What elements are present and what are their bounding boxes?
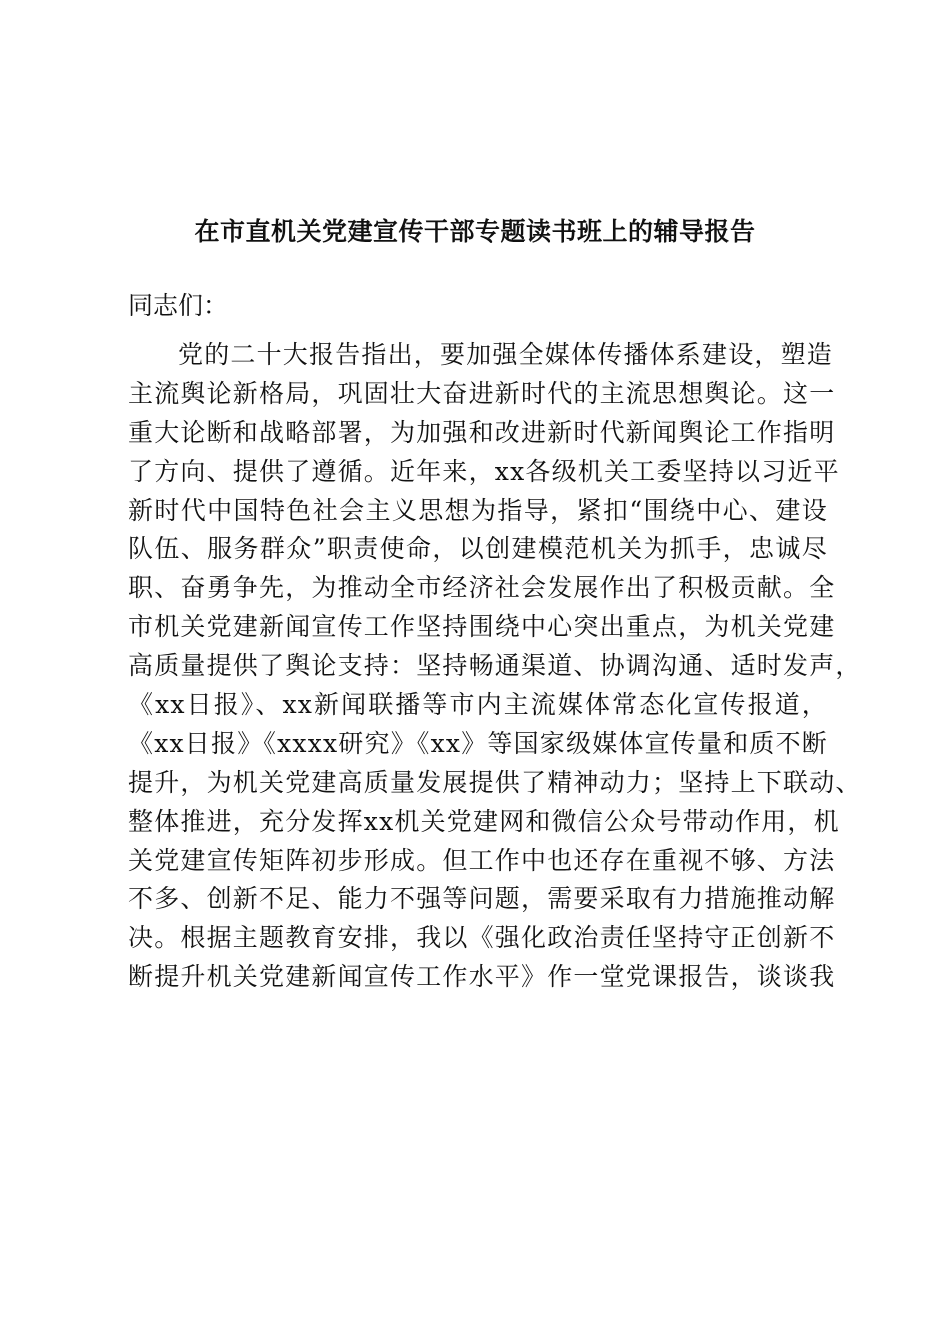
body-line: 重大论断和战略部署，为加强和改进新时代新闻舆论工作指明 bbox=[128, 417, 836, 447]
body-line: 整体推进，充分发挥xx机关党建网和微信公众号带动作用，机 bbox=[128, 806, 840, 836]
body-line: 主流舆论新格局，巩固壮大奋进新时代的主流思想舆论。这一 bbox=[128, 378, 836, 408]
salutation: 同志们： bbox=[128, 291, 229, 320]
body-line: 队伍、服务群众”职责使命，以创建模范机关为抓手，忠诚尽 bbox=[128, 534, 828, 564]
body-line: 了方向、提供了遵循。近年来，xx各级机关工委坚持以习近平 bbox=[128, 456, 840, 486]
body-line: 决。根据主题教育安排，我以《强化政治责任坚持守正创新不 bbox=[128, 923, 836, 953]
document-title: 在市直机关党建宣传干部专题读书班上的辅导报告 bbox=[194, 217, 756, 246]
body-line: 不多、创新不足、能力不强等问题，需要采取有力措施推动解 bbox=[128, 884, 836, 914]
body-line: 党的二十大报告指出，要加强全媒体传播体系建设，塑造 bbox=[178, 340, 834, 369]
body-paragraph bbox=[128, 336, 862, 997]
body-line: 断提升机关党建新闻宣传工作水平》作一堂党课报告，谈谈我 bbox=[128, 962, 836, 992]
body-line: 关党建宣传矩阵初步形成。但工作中也还存在重视不够、方法 bbox=[128, 845, 836, 875]
body-line: 职、奋勇争先，为推动全市经济社会发展作出了积极贡献。全 bbox=[128, 573, 836, 603]
body-line: 高质量提供了舆论支持：坚持畅通渠道、协调沟通、适时发声， bbox=[128, 651, 862, 681]
body-line: 新时代中国特色社会主义思想为指导，紧扣“围绕中心、建设 bbox=[128, 495, 828, 525]
body-line: 提升，为机关党建高质量发展提供了精神动力；坚持上下联动、 bbox=[128, 767, 862, 797]
body-line: 市机关党建新闻宣传工作坚持围绕中心突出重点，为机关党建 bbox=[128, 612, 836, 642]
body-line: 《xx日报》《xxxx研究》《xx》等国家级媒体宣传量和质不断 bbox=[128, 728, 828, 758]
body-line: 《xx日报》、xx新闻联播等市内主流媒体常态化宣传报道， bbox=[128, 690, 828, 720]
